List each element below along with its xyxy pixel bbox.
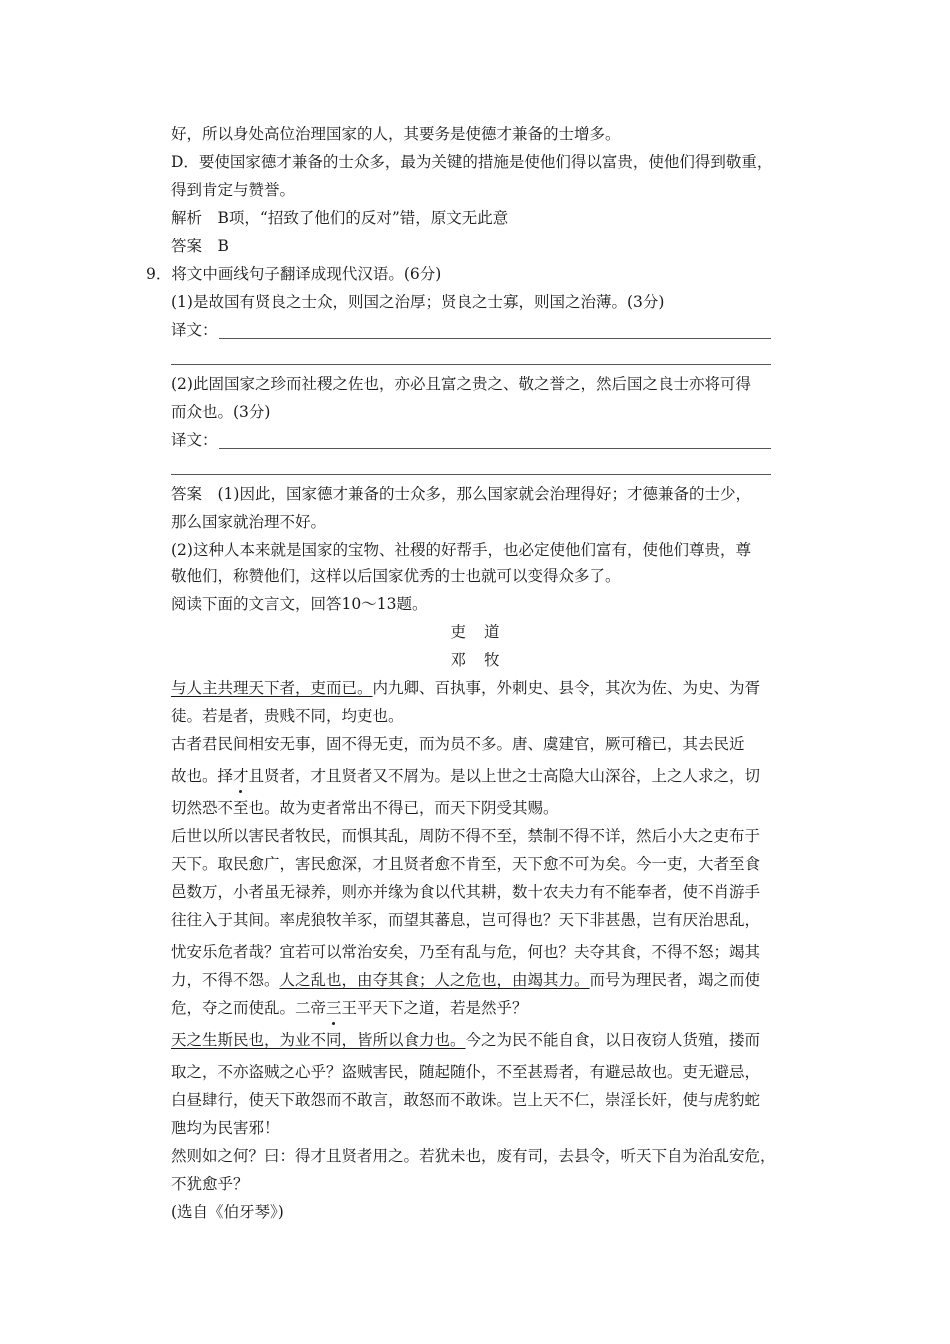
text-line: 好，所以身处高位治理国家的人，其要务是使德才兼备的士增多。 <box>171 125 621 143</box>
passage-text: 今之为民不能自食，以日夜窃人货殖，搂而 <box>465 1031 761 1049</box>
passage-title <box>0 622 950 642</box>
analysis-line: 解析 B项，“招致了他们的反对”错，原文无此意 <box>171 209 509 227</box>
text-line: (2)这种人本来就是国家的宝物、社稷的好帮手，也必定使他们富有，使他们尊贵，尊 <box>171 541 751 559</box>
passage-text: 而号为理民者，竭之而使 <box>589 971 761 989</box>
translation-label: 译文： <box>171 321 218 339</box>
passage-line: 虺均为民害邪！ <box>171 1119 280 1137</box>
answer-blank-line <box>171 364 771 365</box>
passage-line: 邑数万，小者虽无禄养，则亦并缘为食以代其耕，数十农夫力有不能奉者，使不肖游手 <box>171 883 761 901</box>
passage-line <box>171 678 760 698</box>
passage-line <box>171 766 760 786</box>
underlined-sentence: 天之生斯民也，为业不同，皆所以食力也。 <box>171 1031 466 1049</box>
question-9-part-1: (1)是故国有贤良之士众，则国之治厚；贤良之士寡，则国之治薄。(3分) <box>171 293 665 311</box>
passage-text: 且贤者，才且贤者又不屑为。是以上世之士高隐大山深谷，上之人求之，切 <box>248 767 761 785</box>
text-line: 得到肯定与赞誉。 <box>171 181 296 199</box>
passage-line: 白昼肆行，使天下敢怨而不敢言，敢怒而不敢诛。岂上天不仁，崇淫长奸，使与虎豹蛇 <box>171 1091 761 1109</box>
source-citation: (选自《伯牙琴》) <box>171 1203 284 1221</box>
passage-author <box>0 650 950 670</box>
passage-text: 故也。择 <box>171 767 234 785</box>
emphasized-char: 才 <box>233 767 249 785</box>
passage-line: 后世以所以害民者牧民，而惧其乱，周防不得不至，禁制不得不详，然后小大之吏布于 <box>171 827 761 845</box>
question-9: 9．将文中画线句子翻译成现代汉语。(6分) <box>146 265 442 283</box>
text-line: 那么国家就治理不好。 <box>171 513 327 531</box>
passage-line: 切然恐不至也。故为吏者常出不得已，而天下阴受其赐。 <box>171 799 559 817</box>
passage-text: 危，夺之而使乱。二帝 <box>171 999 327 1017</box>
passage-line: 不犹愈乎？ <box>171 1175 249 1193</box>
passage-line <box>171 998 528 1018</box>
author-char: 牧 <box>484 651 500 669</box>
title-char: 道 <box>484 623 500 641</box>
option-d: D．要使国家德才兼备的士众多，最为关键的措施是使他们得以富贵，使他们得到敬重， <box>171 153 773 171</box>
answer-line: 答案 (1)因此，国家德才兼备的士众多，那么国家就会治理得好；才德兼备的士少， <box>171 485 751 503</box>
passage-line: 徒。若是者，贵贱不同，均吏也。 <box>171 707 404 725</box>
passage-text: 王平天下之道，若是然乎？ <box>341 999 528 1017</box>
passage-line <box>171 970 760 990</box>
title-char: 吏 <box>450 623 466 641</box>
emphasized-char: 三 <box>326 999 342 1017</box>
passage-text: 内九卿、百执事，外刺史、县令，其次为佐、为史、为胥 <box>372 679 761 697</box>
text-line: 而众也。(3分) <box>171 403 271 421</box>
passage-line: 然则如之何？曰：得才且贤者用之。若犹未也，废有司，去县令，听天下自为治乱安危， <box>171 1147 776 1165</box>
translation-label: 译文： <box>171 431 218 449</box>
reading-instruction: 阅读下面的文言文，回答10～13题。 <box>171 595 428 613</box>
passage-line: 古者君民间相安无事，固不得无吏，而为员不多。唐、虞建官，厥可稽已，其去民近 <box>171 735 745 753</box>
passage-line <box>171 1030 760 1050</box>
passage-text: 力，不得不怨。 <box>171 971 280 989</box>
underlined-sentence: 与人主共理天下者，吏而已。 <box>171 679 373 697</box>
underlined-sentence: 人之乱也，由夺其食；人之危也，由竭其力。 <box>279 971 590 989</box>
author-char: 邓 <box>450 651 466 669</box>
answer-blank-line <box>171 474 771 475</box>
answer-line: 答案 B <box>171 237 229 255</box>
answer-blank-line <box>219 338 771 339</box>
question-9-part-2: (2)此固国家之珍而社稷之佐也，亦必且富之贵之、敬之誉之，然后国之良士亦将可得 <box>171 375 751 393</box>
passage-line: 忧安乐危者哉？宜若可以常治安矣，乃至有乱与危，何也？夫夺其食，不得不怒；竭其 <box>171 943 761 961</box>
passage-line: 取之，不亦盗贼之心乎？盗贼害民，随起随仆，不至甚焉者，有避忌故也。吏无避忌， <box>171 1063 761 1081</box>
answer-blank-line <box>219 448 771 449</box>
text-line: 敬他们，称赞他们，这样以后国家优秀的士也就可以变得众多了。 <box>171 567 621 585</box>
passage-line: 往往入于其间。率虎狼牧羊豕，而望其蕃息，岂可得也？天下非甚愚，岂有厌治思乱， <box>171 911 761 929</box>
passage-line: 天下。取民愈广，害民愈深，才且贤者愈不肯至，天下愈不可为矣。今一吏，大者至食 <box>171 855 761 873</box>
